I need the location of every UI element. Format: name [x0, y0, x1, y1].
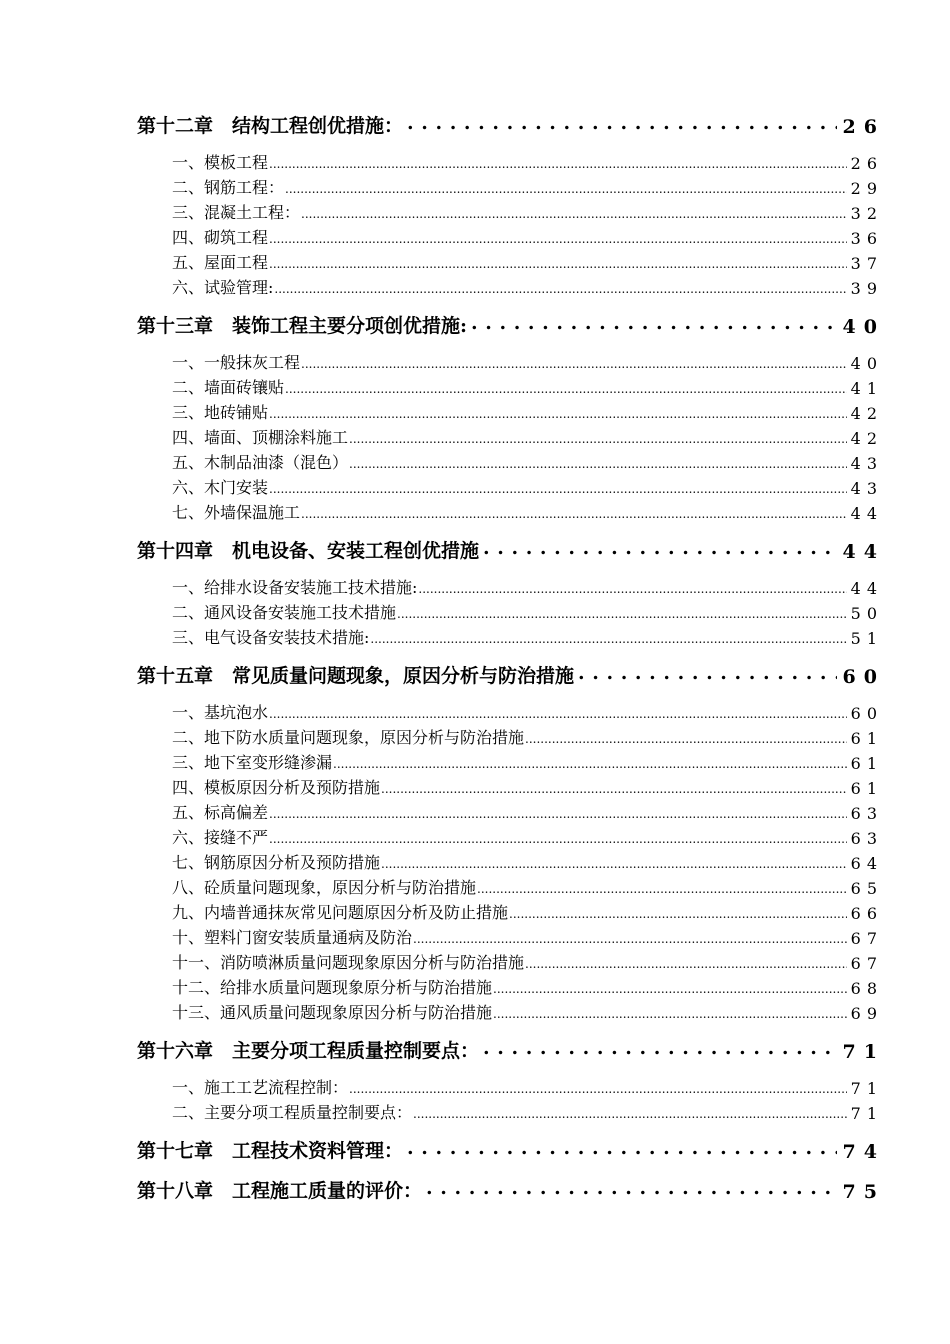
toc-section-entry[interactable] — [137, 723, 883, 748]
dot-leader — [483, 1037, 837, 1063]
toc-page-number: 51 — [850, 629, 883, 648]
toc-page-number: 75 — [842, 1181, 885, 1203]
toc-page-number: 43 — [850, 479, 883, 498]
toc-page-number: 42 — [850, 429, 883, 448]
toc-page-number: 29 — [850, 179, 883, 198]
toc-chapter-entry[interactable] — [137, 1137, 885, 1163]
toc-page-number: 39 — [850, 279, 883, 298]
toc-page-number: 36 — [850, 229, 883, 248]
dot-leader — [578, 662, 837, 688]
toc-page-number: 40 — [842, 316, 885, 338]
toc-page-number: 66 — [850, 904, 883, 923]
dot-leader — [418, 578, 846, 598]
toc-page-number: 26 — [850, 154, 883, 173]
toc-section-title: 五、屋面工程 — [172, 253, 269, 272]
dot-leader — [285, 178, 847, 198]
toc-section-entry[interactable] — [137, 848, 883, 873]
dot-leader — [381, 778, 847, 798]
dot-leader — [397, 603, 847, 623]
toc-page-number: 69 — [850, 1004, 883, 1023]
toc-section-entry[interactable] — [137, 573, 883, 598]
toc-page-number: 71 — [850, 1079, 883, 1098]
toc-page-number: 26 — [842, 116, 885, 138]
toc-page-number: 71 — [842, 1041, 885, 1063]
toc-section-title: 二、地下防水质量问题现象，原因分析与防治措施 — [172, 728, 525, 747]
toc-section-entry[interactable] — [137, 748, 883, 773]
toc-section-title: 一、基坑泡水 — [172, 703, 269, 722]
toc-chapter-entry[interactable] — [137, 312, 885, 338]
dot-leader — [301, 203, 847, 223]
dot-leader — [269, 228, 847, 248]
dot-leader — [349, 428, 847, 448]
dot-leader — [483, 537, 837, 563]
dot-leader — [426, 1177, 837, 1203]
toc-chapter-entry[interactable] — [137, 112, 885, 138]
toc-section-entry[interactable] — [137, 373, 883, 398]
toc-page-number: 60 — [842, 666, 885, 688]
toc-page-number: 67 — [850, 954, 883, 973]
toc-section-title: 十三、通风质量问题现象原因分析与防治措施 — [172, 1003, 493, 1022]
toc-page-number: 42 — [850, 404, 883, 423]
toc-section-entry[interactable] — [137, 223, 883, 248]
dot-leader — [269, 803, 847, 823]
dot-leader — [407, 112, 837, 138]
toc-section-title: 一、一般抹灰工程 — [172, 353, 301, 372]
toc-section-title: 一、施工工艺流程控制： — [172, 1078, 349, 1097]
dot-leader — [413, 928, 847, 948]
toc-section-entry[interactable] — [137, 623, 883, 648]
toc-section-title: 三、地下室变形缝渗漏 — [172, 753, 333, 772]
toc-page-number: 64 — [850, 854, 883, 873]
toc-section-title: 四、砌筑工程 — [172, 228, 269, 247]
dot-leader — [525, 728, 847, 748]
toc-page-number: 61 — [850, 754, 883, 773]
toc-page-number: 60 — [850, 704, 883, 723]
toc-page-number: 61 — [850, 779, 883, 798]
toc-section-entry[interactable] — [137, 973, 883, 998]
toc-section-title: 三、电气设备安装技术措施: — [172, 628, 370, 647]
dot-leader — [301, 353, 847, 373]
toc-section-entry[interactable] — [137, 148, 883, 173]
toc-section-title: 六、接缝不严 — [172, 828, 269, 847]
toc-chapter-entry[interactable] — [137, 537, 885, 563]
dot-leader — [525, 953, 847, 973]
toc-section-entry[interactable] — [137, 698, 883, 723]
toc-section-entry[interactable] — [137, 1098, 883, 1123]
toc-section-entry[interactable] — [137, 773, 883, 798]
dot-leader — [269, 828, 847, 848]
toc-section-entry[interactable] — [137, 248, 883, 273]
dot-leader — [471, 312, 837, 338]
toc-page-number: 68 — [850, 979, 883, 998]
dot-leader — [269, 478, 847, 498]
toc-section-title: 七、外墙保温施工 — [172, 503, 301, 522]
dot-leader — [349, 453, 847, 473]
toc-section-title: 五、木制品油漆（混色） — [172, 453, 349, 472]
toc-chapter-title: 第十三章 装饰工程主要分项创优措施: — [137, 315, 468, 337]
toc-section-entry[interactable] — [137, 423, 883, 448]
table-of-contents — [137, 112, 885, 1213]
toc-section-title: 四、墙面、顶棚涂料施工 — [172, 428, 349, 447]
toc-page-number: 67 — [850, 929, 883, 948]
toc-section-entry[interactable] — [137, 798, 883, 823]
toc-page-number: 63 — [850, 829, 883, 848]
toc-page-number: 44 — [850, 504, 883, 523]
toc-page-number: 32 — [850, 204, 883, 223]
toc-chapter-entry[interactable] — [137, 1177, 885, 1203]
dot-leader — [269, 703, 847, 723]
toc-chapter-entry[interactable] — [137, 662, 885, 688]
toc-section-entry[interactable] — [137, 948, 883, 973]
toc-section-entry[interactable] — [137, 273, 883, 298]
dot-leader — [413, 1103, 847, 1123]
toc-section-title: 十一、消防喷淋质量问题现象原因分析与防治措施 — [172, 953, 525, 972]
toc-section-title: 二、主要分项工程质量控制要点： — [172, 1103, 413, 1122]
toc-page-number: 43 — [850, 454, 883, 473]
toc-section-entry[interactable] — [137, 448, 883, 473]
dot-leader — [333, 753, 847, 773]
toc-section-entry[interactable] — [137, 398, 883, 423]
toc-chapter-title: 第十四章 机电设备、安装工程创优措施 — [137, 540, 480, 562]
toc-page-number: 41 — [850, 379, 883, 398]
toc-section-title: 九、内墙普通抹灰常见问题原因分析及防止措施 — [172, 903, 509, 922]
toc-chapter-title: 第十六章 主要分项工程质量控制要点： — [137, 1040, 480, 1062]
toc-section-entry[interactable] — [137, 598, 883, 623]
toc-section-entry[interactable] — [137, 1073, 883, 1098]
toc-section-title: 三、混凝土工程： — [172, 203, 301, 222]
toc-section-entry[interactable] — [137, 873, 883, 898]
toc-section-title: 二、墙面砖镶贴 — [172, 378, 285, 397]
toc-chapter-title: 第十五章 常见质量问题现象，原因分析与防治措施 — [137, 665, 575, 687]
toc-section-entry[interactable] — [137, 498, 883, 523]
toc-section-title: 一、给排水设备安装施工技术措施: — [172, 578, 418, 597]
toc-section-title: 五、标高偏差 — [172, 803, 269, 822]
dot-leader — [285, 378, 847, 398]
toc-page-number: 44 — [850, 579, 883, 598]
toc-chapter-entry[interactable] — [137, 1037, 885, 1063]
toc-section-title: 一、模板工程 — [172, 153, 269, 172]
toc-page-number: 50 — [850, 604, 883, 623]
toc-section-title: 六、试验管理: — [172, 278, 274, 297]
toc-section-entry[interactable] — [137, 198, 883, 223]
dot-leader — [477, 878, 847, 898]
dot-leader — [493, 1003, 847, 1023]
toc-page-number: 61 — [850, 729, 883, 748]
toc-section-title: 七、钢筋原因分析及预防措施 — [172, 853, 381, 872]
toc-section-title: 二、钢筋工程： — [172, 178, 285, 197]
toc-section-title: 八、砼质量问题现象，原因分析与防治措施 — [172, 878, 477, 897]
toc-page-number: 37 — [850, 254, 883, 273]
toc-section-title: 二、通风设备安装施工技术措施 — [172, 603, 397, 622]
dot-leader — [493, 978, 847, 998]
toc-section-title: 四、模板原因分析及预防措施 — [172, 778, 381, 797]
toc-page-number: 44 — [842, 541, 885, 563]
dot-leader — [349, 1078, 847, 1098]
toc-chapter-title: 第十二章 结构工程创优措施： — [137, 115, 404, 137]
toc-page-number: 40 — [850, 354, 883, 373]
dot-leader — [269, 403, 847, 423]
toc-section-title: 三、地砖铺贴 — [172, 403, 269, 422]
toc-chapter-title: 第十八章 工程施工质量的评价： — [137, 1180, 423, 1202]
dot-leader — [269, 253, 847, 273]
toc-section-entry[interactable] — [137, 823, 883, 848]
toc-section-entry[interactable] — [137, 173, 883, 198]
toc-section-entry[interactable] — [137, 998, 883, 1023]
dot-leader — [509, 903, 847, 923]
dot-leader — [274, 278, 846, 298]
toc-section-entry[interactable] — [137, 898, 883, 923]
dot-leader — [407, 1137, 837, 1163]
dot-leader — [301, 503, 847, 523]
toc-section-entry[interactable] — [137, 473, 883, 498]
toc-page-number: 74 — [842, 1141, 885, 1163]
toc-page-number: 65 — [850, 879, 883, 898]
toc-section-entry[interactable] — [137, 348, 883, 373]
dot-leader — [269, 153, 847, 173]
toc-section-title: 六、木门安装 — [172, 478, 269, 497]
dot-leader — [370, 628, 846, 648]
toc-page-number: 63 — [850, 804, 883, 823]
toc-section-title: 十、塑料门窗安装质量通病及防治 — [172, 928, 413, 947]
toc-section-title: 十二、给排水质量问题现象原分析与防治措施 — [172, 978, 493, 997]
toc-page-number: 71 — [850, 1104, 883, 1123]
toc-chapter-title: 第十七章 工程技术资料管理： — [137, 1140, 404, 1162]
dot-leader — [381, 853, 847, 873]
toc-section-entry[interactable] — [137, 923, 883, 948]
